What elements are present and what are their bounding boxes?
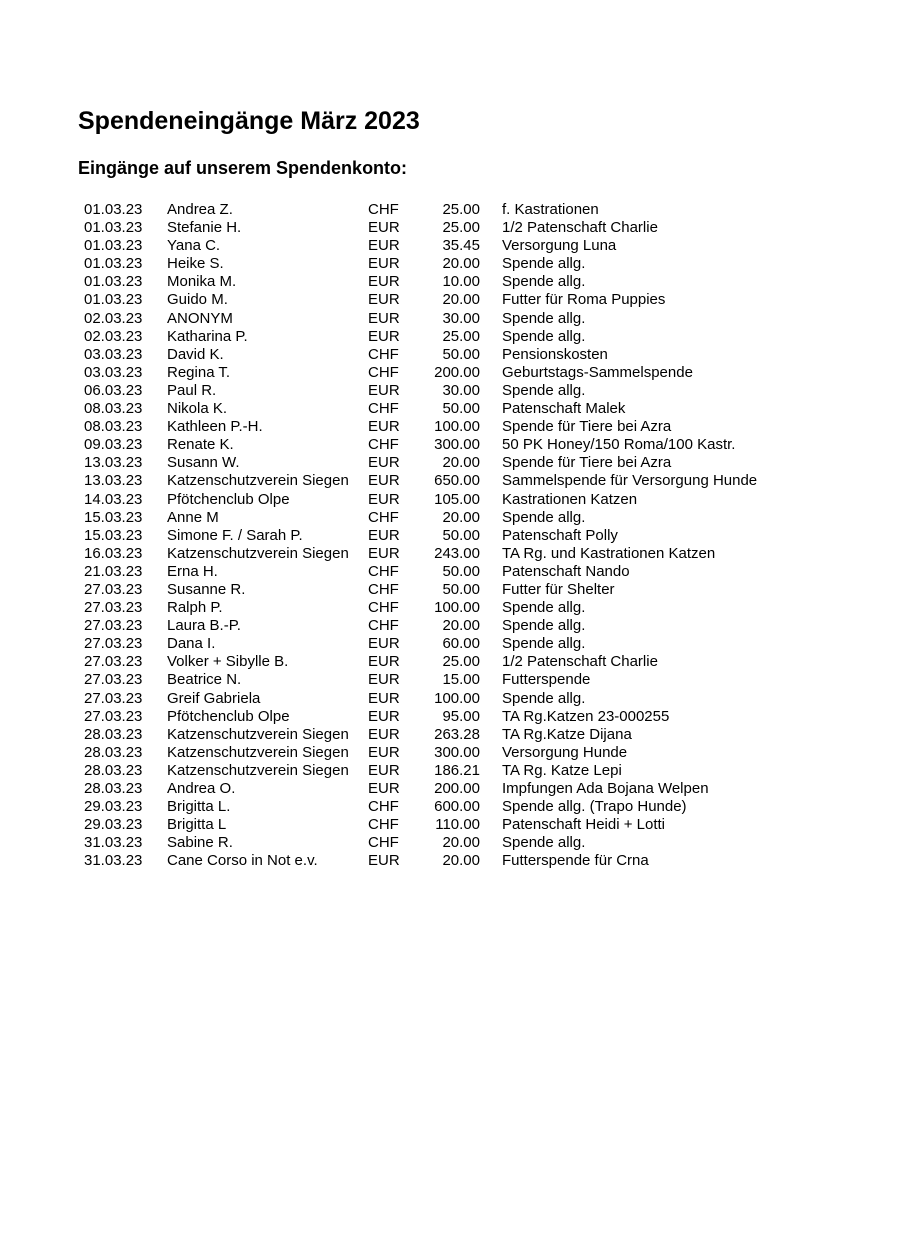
table-row: [78, 834, 757, 852]
donation-purpose: Futterspende für Crna: [502, 852, 649, 870]
donation-date: 02.03.23: [84, 309, 143, 327]
table-row: [78, 400, 757, 418]
table-row: [78, 291, 757, 309]
donation-date: 27.03.23: [84, 580, 143, 598]
donation-purpose: Spende allg.: [502, 309, 586, 327]
donation-date: 13.03.23: [84, 454, 143, 472]
donation-amount: 243.00: [434, 544, 480, 562]
donation-currency: CHF: [368, 400, 399, 418]
donation-date: 01.03.23: [84, 273, 143, 291]
table-row: [78, 472, 757, 490]
donor-name: Cane Corso in Not e.v.: [167, 852, 318, 870]
table-row: [78, 436, 757, 454]
donation-purpose: Spende allg.: [502, 834, 586, 852]
donor-name: Anne M: [167, 508, 219, 526]
donation-purpose: Patenschaft Polly: [502, 526, 618, 544]
table-row: [78, 545, 757, 563]
donor-name: Andrea O.: [167, 780, 236, 797]
donation-date: 29.03.23: [84, 816, 143, 834]
donation-amount: 300.00: [434, 436, 480, 454]
donation-amount: 25.00: [442, 653, 480, 671]
donation-date: 06.03.23: [84, 381, 143, 399]
donation-purpose: 50 PK Honey/150 Roma/100 Kastr.: [502, 436, 736, 454]
donor-name: Beatrice N.: [167, 671, 242, 689]
donor-name: Monika M.: [167, 273, 237, 291]
donation-purpose: Patenschaft Heidi + Lotti: [502, 816, 666, 834]
table-row: [78, 726, 757, 744]
donation-date: 08.03.23: [84, 418, 143, 436]
table-row: [78, 509, 757, 527]
donation-currency: EUR: [368, 671, 400, 689]
table-row: [78, 237, 757, 255]
donor-name: Laura B.-P.: [167, 617, 241, 635]
page-title: Spendeneingänge März 2023: [78, 107, 420, 135]
donation-purpose: Spende für Tiere bei Azra: [502, 454, 672, 472]
donor-name: Katzenschutzverein Siegen: [167, 761, 349, 779]
donation-purpose: Spende allg.: [502, 273, 586, 291]
donor-name: Stefanie H.: [167, 219, 242, 237]
donation-currency: EUR: [368, 273, 400, 291]
donation-purpose: Futterspende: [502, 671, 591, 689]
table-row: [78, 671, 757, 689]
donation-purpose: Pensionskosten: [502, 345, 608, 363]
donor-name: Katzenschutzverein Siegen: [167, 544, 349, 562]
donor-name: Ralph P.: [167, 599, 223, 617]
donation-date: 08.03.23: [84, 400, 143, 418]
donation-amount: 60.00: [442, 635, 480, 653]
donor-name: Pfötchenclub Olpe: [167, 490, 290, 508]
donation-currency: CHF: [368, 201, 399, 218]
donation-date: 16.03.23: [84, 544, 143, 562]
donation-date: 27.03.23: [84, 635, 143, 653]
donor-name: Guido M.: [167, 291, 228, 309]
donation-purpose: Versorgung Hunde: [502, 743, 628, 761]
donation-purpose: Kastrationen Katzen: [502, 490, 638, 508]
table-row: [78, 273, 757, 291]
donation-amount: 20.00: [442, 255, 480, 273]
table-row: [78, 816, 757, 834]
donation-currency: EUR: [368, 219, 400, 237]
donation-date: 13.03.23: [84, 472, 143, 490]
donation-amount: 300.00: [434, 743, 480, 761]
donation-currency: CHF: [368, 834, 399, 852]
donation-amount: 263.28: [434, 725, 480, 743]
table-row: [78, 744, 757, 762]
donor-name: Kathleen P.-H.: [167, 418, 263, 436]
donation-date: 28.03.23: [84, 761, 143, 779]
donation-date: 27.03.23: [84, 671, 143, 689]
donation-currency: CHF: [368, 580, 399, 598]
donation-purpose: TA Rg.Katze Dijana: [502, 725, 632, 743]
donation-purpose: Patenschaft Malek: [502, 400, 626, 418]
donation-purpose: Spende allg.: [502, 327, 586, 345]
donation-date: 01.03.23: [84, 291, 143, 309]
donor-name: Erna H.: [167, 562, 218, 580]
table-row: [78, 364, 757, 382]
donation-purpose: TA Rg. und Kastrationen Katzen: [502, 544, 716, 562]
donation-purpose: Spende allg.: [502, 689, 586, 707]
donor-name: Nikola K.: [167, 400, 228, 418]
donation-date: 09.03.23: [84, 436, 143, 454]
donation-amount: 20.00: [442, 291, 480, 309]
table-row: [78, 201, 757, 219]
donation-currency: EUR: [368, 291, 400, 309]
donation-amount: 100.00: [434, 418, 480, 436]
table-row: [78, 328, 757, 346]
table-row: [78, 635, 757, 653]
donor-name: Katzenschutzverein Siegen: [167, 472, 349, 490]
donation-date: 01.03.23: [84, 201, 143, 218]
section-heading: Eingänge auf unserem Spendenkonto:: [78, 158, 408, 178]
donations-table: [78, 201, 757, 870]
donation-date: 27.03.23: [84, 599, 143, 617]
donation-currency: EUR: [368, 707, 400, 725]
table-row: [78, 617, 757, 635]
donor-name: Susann W.: [167, 454, 240, 472]
donation-amount: 50.00: [442, 526, 480, 544]
donation-currency: EUR: [368, 418, 400, 436]
donation-currency: CHF: [368, 816, 399, 834]
donation-currency: EUR: [368, 743, 400, 761]
donation-date: 15.03.23: [84, 526, 143, 544]
donation-currency: EUR: [368, 689, 400, 707]
donor-name: Paul R.: [167, 381, 217, 399]
donation-date: 15.03.23: [84, 508, 143, 526]
donation-purpose: Spende allg.: [502, 617, 586, 635]
donation-currency: EUR: [368, 544, 400, 562]
donation-amount: 25.00: [442, 201, 480, 218]
donation-purpose: TA Rg.Katzen 23-000255: [502, 707, 670, 725]
donor-name: Katzenschutzverein Siegen: [167, 743, 349, 761]
donation-amount: 50.00: [442, 580, 480, 598]
donation-purpose: Spende allg. (Trapo Hunde): [502, 798, 687, 816]
donation-currency: EUR: [368, 255, 400, 273]
donor-name: Simone F. / Sarah P.: [167, 526, 303, 544]
donation-currency: EUR: [368, 490, 400, 508]
donor-name: Greif Gabriela: [167, 689, 261, 707]
table-row: [78, 255, 757, 273]
donation-purpose: Geburtstags-Sammelspende: [502, 363, 693, 381]
donation-amount: 600.00: [434, 798, 480, 816]
donor-name: Heike S.: [167, 255, 224, 273]
donation-amount: 35.45: [442, 237, 480, 255]
donation-date: 02.03.23: [84, 327, 143, 345]
donation-amount: 20.00: [442, 508, 480, 526]
donor-name: Volker + Sibylle B.: [167, 653, 289, 671]
donor-name: Brigitta L: [167, 816, 227, 834]
donation-currency: CHF: [368, 363, 399, 381]
donation-currency: EUR: [368, 780, 400, 797]
donation-purpose: 1/2 Patenschaft Charlie: [502, 219, 658, 237]
donation-amount: 10.00: [442, 273, 480, 291]
donation-currency: EUR: [368, 725, 400, 743]
table-row: [78, 762, 757, 780]
donation-date: 01.03.23: [84, 219, 143, 237]
donation-amount: 50.00: [442, 400, 480, 418]
donation-amount: 20.00: [442, 852, 480, 870]
donation-amount: 200.00: [434, 363, 480, 381]
table-row: [78, 599, 757, 617]
donation-amount: 20.00: [442, 617, 480, 635]
donation-date: 31.03.23: [84, 834, 143, 852]
donation-amount: 200.00: [434, 780, 480, 797]
donation-currency: CHF: [368, 508, 399, 526]
donation-date: 03.03.23: [84, 345, 143, 363]
donation-purpose: Sammelspende für Versorgung Hunde: [502, 472, 758, 490]
table-row: [78, 780, 757, 798]
table-row: [78, 527, 757, 545]
table-row: [78, 418, 757, 436]
donation-amount: 100.00: [434, 599, 480, 617]
donation-purpose: Patenschaft Nando: [502, 562, 630, 580]
table-row: [78, 454, 757, 472]
donation-currency: CHF: [368, 599, 399, 617]
donation-purpose: Spende allg.: [502, 255, 586, 273]
donation-date: 01.03.23: [84, 237, 143, 255]
donation-date: 31.03.23: [84, 852, 143, 870]
donor-name: Renate K.: [167, 436, 234, 454]
donation-amount: 50.00: [442, 562, 480, 580]
donation-purpose: Impfungen Ada Bojana Welpen: [502, 780, 709, 797]
donation-amount: 20.00: [442, 454, 480, 472]
donation-purpose: 1/2 Patenschaft Charlie: [502, 653, 658, 671]
donation-date: 01.03.23: [84, 255, 143, 273]
donation-currency: EUR: [368, 852, 400, 870]
donation-amount: 25.00: [442, 219, 480, 237]
donation-amount: 30.00: [442, 309, 480, 327]
donor-name: Pfötchenclub Olpe: [167, 707, 290, 725]
donation-amount: 650.00: [434, 472, 480, 490]
donation-currency: CHF: [368, 436, 399, 454]
donation-currency: CHF: [368, 617, 399, 635]
donation-currency: CHF: [368, 798, 399, 816]
table-row: [78, 852, 757, 870]
donation-currency: EUR: [368, 327, 400, 345]
donation-amount: 15.00: [442, 671, 480, 689]
donation-currency: EUR: [368, 237, 400, 255]
donation-date: 28.03.23: [84, 743, 143, 761]
donation-purpose: Futter für Shelter: [502, 580, 615, 598]
donation-currency: EUR: [368, 761, 400, 779]
donation-currency: CHF: [368, 345, 399, 363]
donation-purpose: Spende allg.: [502, 599, 586, 617]
donation-date: 28.03.23: [84, 725, 143, 743]
table-row: [78, 563, 757, 581]
donation-date: 28.03.23: [84, 780, 143, 797]
table-row: [78, 798, 757, 816]
donation-currency: EUR: [368, 454, 400, 472]
table-row: [78, 581, 757, 599]
donation-currency: CHF: [368, 562, 399, 580]
donation-date: 27.03.23: [84, 707, 143, 725]
donor-name: David K.: [167, 345, 224, 363]
donation-amount: 50.00: [442, 345, 480, 363]
donation-currency: EUR: [368, 309, 400, 327]
donation-date: 21.03.23: [84, 562, 143, 580]
donation-purpose: f. Kastrationen: [502, 201, 599, 218]
donor-name: Katzenschutzverein Siegen: [167, 725, 349, 743]
table-row: [78, 219, 757, 237]
donation-currency: EUR: [368, 472, 400, 490]
donor-name: Yana C.: [167, 237, 221, 255]
donation-date: 29.03.23: [84, 798, 143, 816]
donation-currency: EUR: [368, 635, 400, 653]
table-row: [78, 690, 757, 708]
donor-name: Brigitta L.: [167, 798, 231, 816]
donation-purpose: Spende allg.: [502, 508, 586, 526]
donation-purpose: TA Rg. Katze Lepi: [502, 761, 622, 779]
donation-purpose: Versorgung Luna: [502, 237, 617, 255]
donation-purpose: Spende für Tiere bei Azra: [502, 418, 672, 436]
donation-purpose: Spende allg.: [502, 381, 586, 399]
donations-table-body: [78, 201, 757, 870]
donation-date: 27.03.23: [84, 689, 143, 707]
donation-date: 03.03.23: [84, 363, 143, 381]
donation-amount: 30.00: [442, 381, 480, 399]
table-row: [78, 382, 757, 400]
donor-name: Susanne R.: [167, 580, 246, 598]
table-row: [78, 491, 757, 509]
donation-purpose: Futter für Roma Puppies: [502, 291, 666, 309]
donation-currency: EUR: [368, 526, 400, 544]
table-row: [78, 708, 757, 726]
donation-purpose: Spende allg.: [502, 635, 586, 653]
donor-name: Regina T.: [167, 363, 231, 381]
table-row: [78, 653, 757, 671]
donation-currency: EUR: [368, 653, 400, 671]
donation-amount: 20.00: [442, 834, 480, 852]
table-row: [78, 346, 757, 364]
donation-amount: 105.00: [434, 490, 480, 508]
donation-currency: EUR: [368, 381, 400, 399]
donation-amount: 25.00: [442, 327, 480, 345]
donation-amount: 95.00: [442, 707, 480, 725]
donor-name: Andrea Z.: [167, 201, 233, 218]
donation-amount: 100.00: [434, 689, 480, 707]
donation-amount: 110.00: [435, 816, 480, 834]
table-row: [78, 310, 757, 328]
donation-date: 27.03.23: [84, 617, 143, 635]
donor-name: Katharina P.: [167, 327, 248, 345]
donor-name: ANONYM: [167, 309, 233, 327]
donor-name: Dana I.: [167, 635, 216, 653]
donation-date: 14.03.23: [84, 490, 143, 508]
donor-name: Sabine R.: [167, 834, 233, 852]
donation-amount: 186.21: [434, 761, 480, 779]
donation-date: 27.03.23: [84, 653, 143, 671]
